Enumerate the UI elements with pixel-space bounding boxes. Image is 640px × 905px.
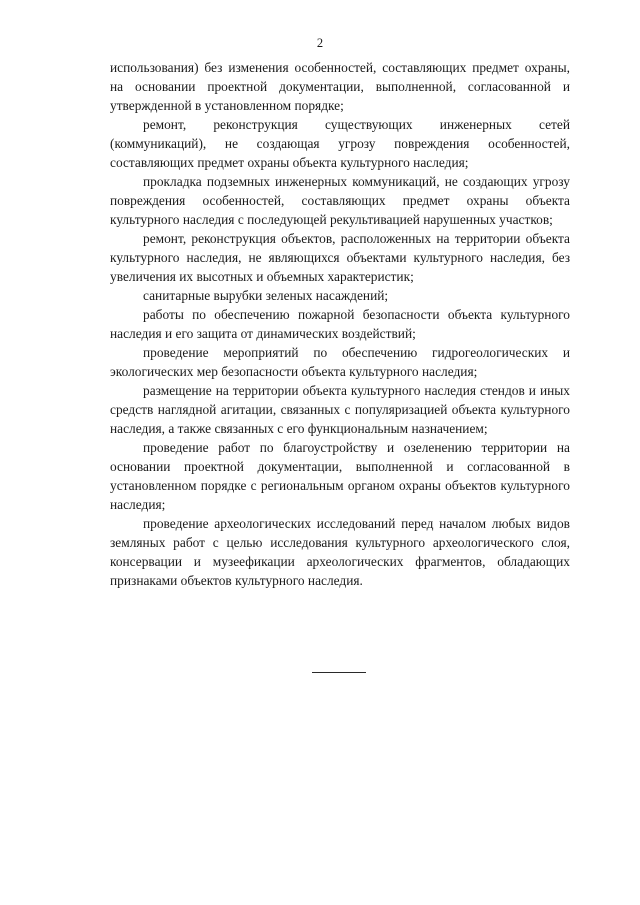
end-of-document-rule bbox=[312, 672, 366, 673]
page-number: 2 bbox=[316, 36, 324, 50]
paragraph-8: размещение на территории объекта культурного наследия стендов и иных средств наглядной агитации, связанных с популяризацией объекта культурного наследия, а также связанных с его функциональным назначением; bbox=[110, 383, 570, 436]
paragraph-7: проведение мероприятий по обеспечению гидрогеологических и экологических мер безопасности объекта культурного наследия; bbox=[110, 345, 570, 379]
paragraph-9: проведение работ по благоустройству и озеленению территории на основании проектной документации, выполненной и согласованной в установленном порядке с региональным органом охраны объектов культурного наследия; bbox=[110, 440, 570, 512]
paragraph-4: ремонт, реконструкция объектов, расположенных на территории объекта культурного наследия, не являющихся объектами культурного наследия, без увеличения их высотных и объемных характеристик; bbox=[110, 231, 570, 284]
paragraph-5: санитарные вырубки зеленых насаждений; bbox=[143, 288, 389, 303]
paragraph-3: прокладка подземных инженерных коммуникаций, не создающих угрозу повреждения особенностей, составляющих предмет охраны объекта культурного наследия с последующей рекультивацией нарушенных участков; bbox=[110, 174, 570, 227]
document-body bbox=[110, 58, 570, 590]
paragraph-1: использования) без изменения особенностей, составляющих предмет охраны, на основании проектной документации, выполненной, согласованной и утвержденной в установленном порядке; bbox=[110, 60, 570, 113]
paragraph-6: работы по обеспечению пожарной безопасности объекта культурного наследия и его защита от динамических воздействий; bbox=[110, 307, 570, 341]
paragraph-2: ремонт, реконструкция существующих инженерных сетей (коммуникаций), не создающая угрозу повреждения особенностей, составляющих предмет охраны объекта культурного наследия; bbox=[110, 117, 570, 170]
paragraph-10: проведение археологических исследований перед началом любых видов земляных работ с целью исследования культурного археологического слоя, консервации и музеефикации археологических фрагментов, обладающих признаками объектов культурного наследия. bbox=[110, 516, 570, 588]
